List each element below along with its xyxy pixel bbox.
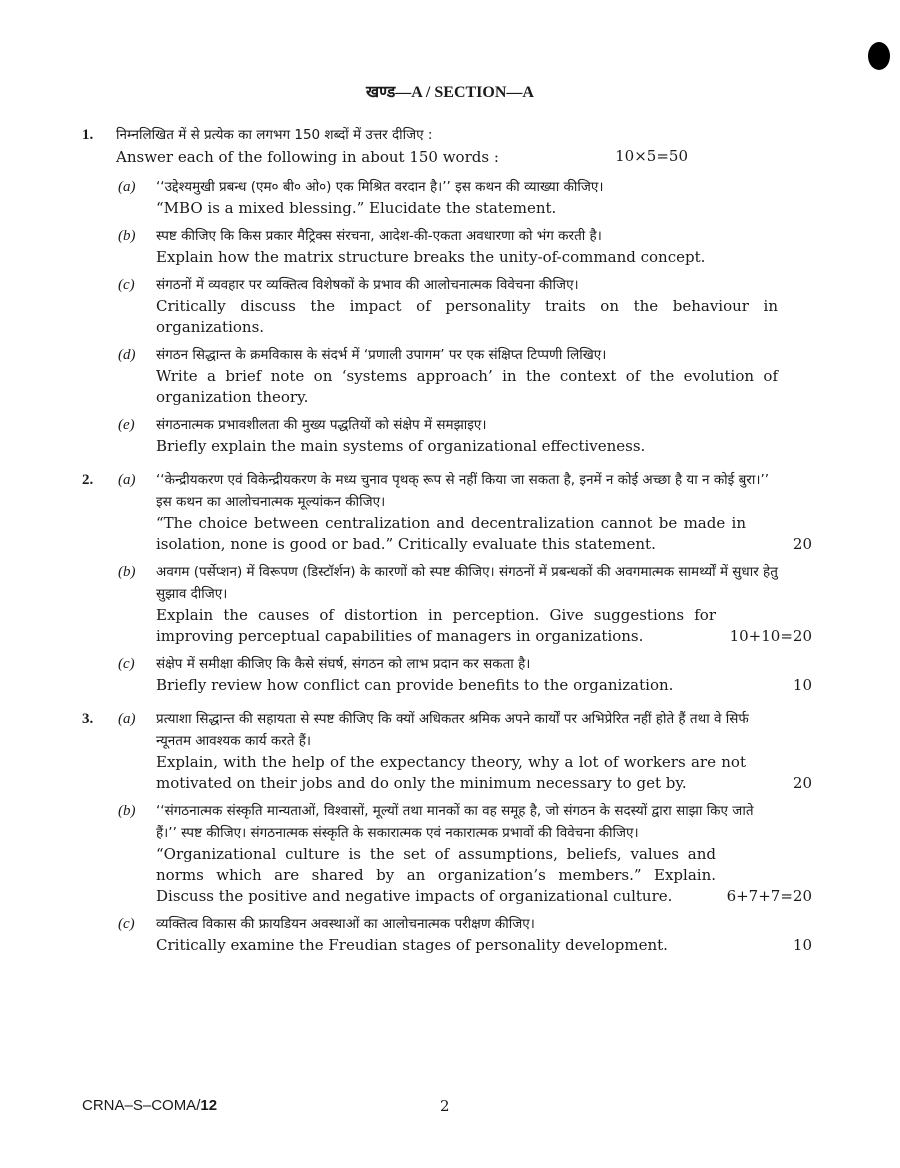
marks: 6+7+7=20 xyxy=(726,887,812,905)
marks: 10+10=20 xyxy=(729,627,812,645)
part-english-text: Briefly review how conflict can provide benefits to the organization. xyxy=(156,676,674,694)
part-text-english xyxy=(156,605,716,647)
part-text-hindi: संक्षेप में समीक्षा कीजिए कि कैसे संघर्ष, संगठन को लाभ प्रदान कर सकता है। xyxy=(156,656,531,672)
part-text-english xyxy=(156,675,746,696)
question-1c xyxy=(0,274,900,338)
part-label: (b) xyxy=(118,228,136,244)
part-text-hindi: प्रत्याशा सिद्धान्त की सहायता से स्पष्ट कीजिए कि क्यों अधिकतर श्रमिक अपने कार्यों पर अभिप्रेरित नहीं होते हैं तथा वे सिर्फ न्यूनतम आवश्यक कार्य करते हैं। xyxy=(156,711,749,749)
part-english-text: “The choice between centralization and decentralization cannot be made in isolation, none is good or bad.” Critically evaluate this statement. xyxy=(156,514,746,553)
part-label: (d) xyxy=(118,347,136,363)
paper-code xyxy=(82,1097,217,1114)
part-label: (a) xyxy=(118,711,136,727)
question-2c xyxy=(0,653,900,696)
question-1e xyxy=(0,414,900,457)
part-label: (c) xyxy=(118,916,135,932)
part-text-english xyxy=(156,844,716,907)
part-text-hindi: ‘‘केन्द्रीयकरण एवं विकेन्द्रीयकरण के मध्य चुनाव पृथक् रूप से नहीं किया जा सकता है, इनमें न कोई अच्छा है या न कोई बुरा।’’ इस कथन का आलोचनात्मक मूल्यांकन कीजिए। xyxy=(156,472,770,510)
part-text-hindi: संगठन सिद्धान्त के क्रमविकास के संदर्भ में ‘प्रणाली उपागम’ पर एक संक्षिप्त टिप्पणी लिखिए। xyxy=(156,347,607,363)
corner-mark xyxy=(868,42,890,70)
marks: 20 xyxy=(792,535,812,553)
part-label: (c) xyxy=(118,656,135,672)
part-text-hindi: व्यक्तित्व विकास की फ्रायडियन अवस्थाओं का आलोचनात्मक परीक्षण कीजिए। xyxy=(156,916,535,932)
part-text-english: Briefly explain the main systems of organizational effectiveness. xyxy=(156,437,646,455)
question-3a xyxy=(0,708,900,794)
part-text-hindi: संगठनों में व्यवहार पर व्यक्तित्व विशेषकों के प्रभाव की आलोचनात्मक विवेचना कीजिए। xyxy=(156,277,579,293)
marks: 20 xyxy=(792,774,812,792)
part-text-english xyxy=(156,935,746,956)
question-1d xyxy=(0,344,900,408)
question-2b xyxy=(0,561,900,647)
paper-code-text: CRNA–S–COMA/ xyxy=(82,1097,201,1114)
part-text-hindi: अवगम (पर्सेप्शन) में विरूपण (डिस्टॉर्शन) के कारणों को स्पष्ट कीजिए। संगठनों में प्रबन्धकों की अवगमात्मक सामर्थ्यों में सुधार हेतु सुझाव दीजिए। xyxy=(156,564,778,602)
question-1a xyxy=(0,176,900,219)
part-text-hindi: ‘‘संगठनात्मक संस्कृति मान्यताओं, विश्वासों, मूल्यों तथा मानकों का वह समूह है, जो संगठन के सदस्यों द्वारा साझा किए जाते हैं।’’ स्पष्ट कीजिए। संगठनात्मक संस्कृति के सकारात्मक एवं नकारात्मक प्रभावों की विवेचना कीजिए। xyxy=(156,803,754,841)
part-text-hindi: संगठनात्मक प्रभावशीलता की मुख्य पद्धतियों को संक्षेप में समझाइए। xyxy=(156,417,487,433)
part-text-english xyxy=(156,513,746,555)
instruction-text: Answer each of the following in about 150 words : xyxy=(116,148,499,166)
part-label: (a) xyxy=(118,472,136,488)
part-english-text: Explain the causes of distortion in perception. Give suggestions for improving perceptual capabilities of managers in organizations. xyxy=(156,606,716,645)
question-3c xyxy=(0,913,900,956)
part-label: (b) xyxy=(118,564,136,580)
part-text-english xyxy=(156,752,746,794)
question-number: 1. xyxy=(82,127,94,143)
part-text-english: Critically discuss the impact of personality traits on the behaviour in organizations. xyxy=(156,297,778,336)
part-text-english: Write a brief note on ‘systems approach’ in the context of the evolution of organization theory. xyxy=(156,367,778,406)
part-text-hindi: ‘‘उद्देश्यमुखी प्रबन्ध (एम० बी० ओ०) एक मिश्रित वरदान है।’’ इस कथन की व्याख्या कीजिए। xyxy=(156,179,604,195)
question-2a xyxy=(0,469,900,555)
question-1b xyxy=(0,225,900,268)
part-label: (e) xyxy=(118,417,135,433)
part-text-english: Explain how the matrix structure breaks the unity-of-command concept. xyxy=(156,248,706,266)
page-number: 2 xyxy=(440,1097,450,1115)
question-number: 2. xyxy=(82,472,94,488)
paper-code-bold: 12 xyxy=(200,1097,218,1114)
question-3b xyxy=(0,800,900,907)
section-title: खण्ड—A / SECTION—A xyxy=(366,84,534,101)
marks: 10 xyxy=(792,936,812,954)
marks: 10×5=50 xyxy=(615,147,688,165)
part-english-text: Critically examine the Freudian stages of personality development. xyxy=(156,936,668,954)
part-text-english: “MBO is a mixed blessing.” Elucidate the statement. xyxy=(156,199,557,217)
part-label: (c) xyxy=(118,277,135,293)
part-english-text: “Organizational culture is the set of assumptions, beliefs, values and norms which are shared by an organization’s members.” Explain. Discuss the positive and negative impacts of organizational culture. xyxy=(156,845,716,905)
question-instruction-hindi: निम्नलिखित में से प्रत्येक का लगभग 150 शब्दों में उत्तर दीजिए : xyxy=(116,127,433,143)
part-text-hindi: स्पष्ट कीजिए कि किस प्रकार मैट्रिक्स संरचना, आदेश-की-एकता अवधारणा को भंग करती है। xyxy=(156,228,602,244)
question-number: 3. xyxy=(82,711,94,727)
part-label: (a) xyxy=(118,179,136,195)
question-1 xyxy=(0,124,900,168)
part-english-text: Explain, with the help of the expectancy theory, why a lot of workers are not motivated on their jobs and do only the minimum necessary to get by. xyxy=(156,753,746,792)
marks: 10 xyxy=(792,676,812,694)
question-content xyxy=(0,124,900,962)
part-label: (b) xyxy=(118,803,136,819)
question-instruction-english xyxy=(116,146,776,168)
